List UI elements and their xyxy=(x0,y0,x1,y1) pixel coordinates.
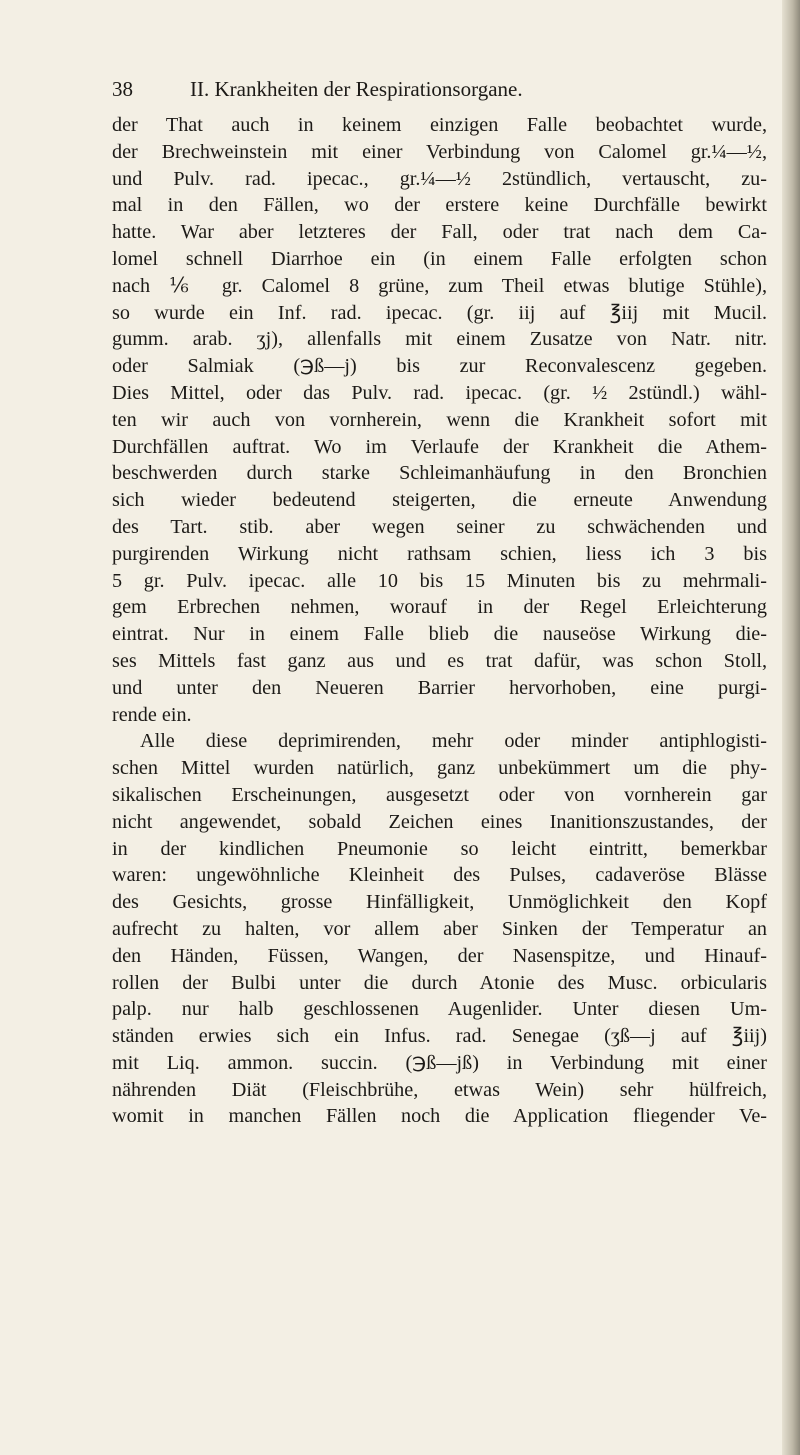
text-line: und Pulv. rad. ipecac., gr.¼—½ 2stündlich, vertauscht, zu- xyxy=(112,167,767,190)
text-line: der Brechweinstein mit einer Verbindung von Calomel gr.¼—½, xyxy=(112,140,767,163)
text-line: waren: ungewöhnliche Kleinheit des Pulses, cadaveröse Blässe xyxy=(112,864,767,887)
text-line: ses Mittels fast ganz aus und es trat dafür, was schon Stoll, xyxy=(112,649,767,672)
text-line: eintrat. Nur in einem Falle blieb die nauseöse Wirkung die- xyxy=(112,623,767,646)
text-line: der That auch in keinem einzigen Falle beobachtet wurde, xyxy=(112,114,767,136)
running-head-title: II. Krankheiten der Respirationsorgane. xyxy=(190,77,523,101)
text-line: oder Salmiak (℈ß—j) bis zur Reconvalescenz gegeben. xyxy=(112,355,767,378)
text-line: 5 gr. Pulv. ipecac. alle 10 bis 15 Minuten bis zu mehrmali- xyxy=(112,569,767,592)
text-line: des Gesichts, grosse Hinfälligkeit, Unmöglichkeit den Kopf xyxy=(112,891,767,914)
text-line: aufrecht zu halten, vor allem aber Sinken der Temperatur an xyxy=(112,917,767,940)
text-line: des Tart. stib. aber wegen seiner zu schwächenden und xyxy=(112,515,767,538)
text-line: ständen erwies sich ein Infus. rad. Senegae (ʒß—j auf ℥iij) xyxy=(112,1025,767,1048)
text-line: schen Mittel wurden natürlich, ganz unbekümmert um die phy- xyxy=(112,757,767,780)
text-line: Durchfällen auftrat. Wo im Verlaufe der Krankheit die Athem- xyxy=(112,435,767,458)
text-line: so wurde ein Inf. rad. ipecac. (gr. iij auf ℥iij mit Mucil. xyxy=(112,301,767,324)
text-line: nicht angewendet, sobald Zeichen eines Inanitionszustandes, der xyxy=(112,810,767,833)
text-line: und unter den Neueren Barrier hervorhoben, eine purgi- xyxy=(112,676,767,699)
text-line: ten wir auch von vornherein, wenn die Krankheit sofort mit xyxy=(112,408,767,431)
text-line: den Händen, Füssen, Wangen, der Nasenspitze, und Hinauf- xyxy=(112,944,767,967)
text-line: mal in den Fällen, wo der erstere keine Durchfälle bewirkt xyxy=(112,194,767,217)
text-line: gem Erbrechen nehmen, worauf in der Regel Erleichterung xyxy=(112,596,767,619)
text-line: hatte. War aber letzteres der Fall, oder trat nach dem Ca- xyxy=(112,221,767,244)
text-line: nährenden Diät (Fleischbrühe, etwas Wein) sehr hülfreich, xyxy=(112,1078,767,1101)
text-line: palp. nur halb geschlossenen Augenlider. Unter diesen Um- xyxy=(112,998,767,1021)
paragraph-end-line: rende ein. xyxy=(112,703,192,726)
paragraph-start-line: Alle diese deprimirenden, mehr oder minder antiphlogisti- xyxy=(140,730,767,753)
text-line: sich wieder bedeutend steigerten, die erneute Anwendung xyxy=(112,489,767,512)
text-line: beschwerden durch starke Schleimanhäufung in den Bronchien xyxy=(112,462,767,485)
running-header xyxy=(112,76,672,102)
text-line: mit Liq. ammon. succin. (℈ß—jß) in Verbindung mit einer xyxy=(112,1051,767,1074)
text-line: womit in manchen Fällen noch die Application fliegender Ve- xyxy=(112,1105,767,1128)
text-line: gumm. arab. ʒj), allenfalls mit einem Zusatze von Natr. nitr. xyxy=(112,328,767,351)
body-text xyxy=(112,112,767,1130)
text-line: lomel schnell Diarrhoe ein (in einem Falle erfolgten schon xyxy=(112,247,767,270)
page-number: 38 xyxy=(112,77,133,101)
text-line: nach ⅙ gr. Calomel 8 grüne, zum Theil etwas blutige Stühle), xyxy=(112,274,767,297)
text-line: sikalischen Erscheinungen, ausgesetzt oder von vornherein gar xyxy=(112,783,767,806)
page-edge-shadow xyxy=(782,0,800,1455)
text-line: purgirenden Wirkung nicht rathsam schien, liess ich 3 bis xyxy=(112,542,767,565)
text-line: Dies Mittel, oder das Pulv. rad. ipecac. (gr. ½ 2stündl.) wähl- xyxy=(112,381,767,404)
text-line: rollen der Bulbi unter die durch Atonie des Musc. orbicularis xyxy=(112,971,767,994)
text-line: in der kindlichen Pneumonie so leicht eintritt, bemerkbar xyxy=(112,837,767,860)
